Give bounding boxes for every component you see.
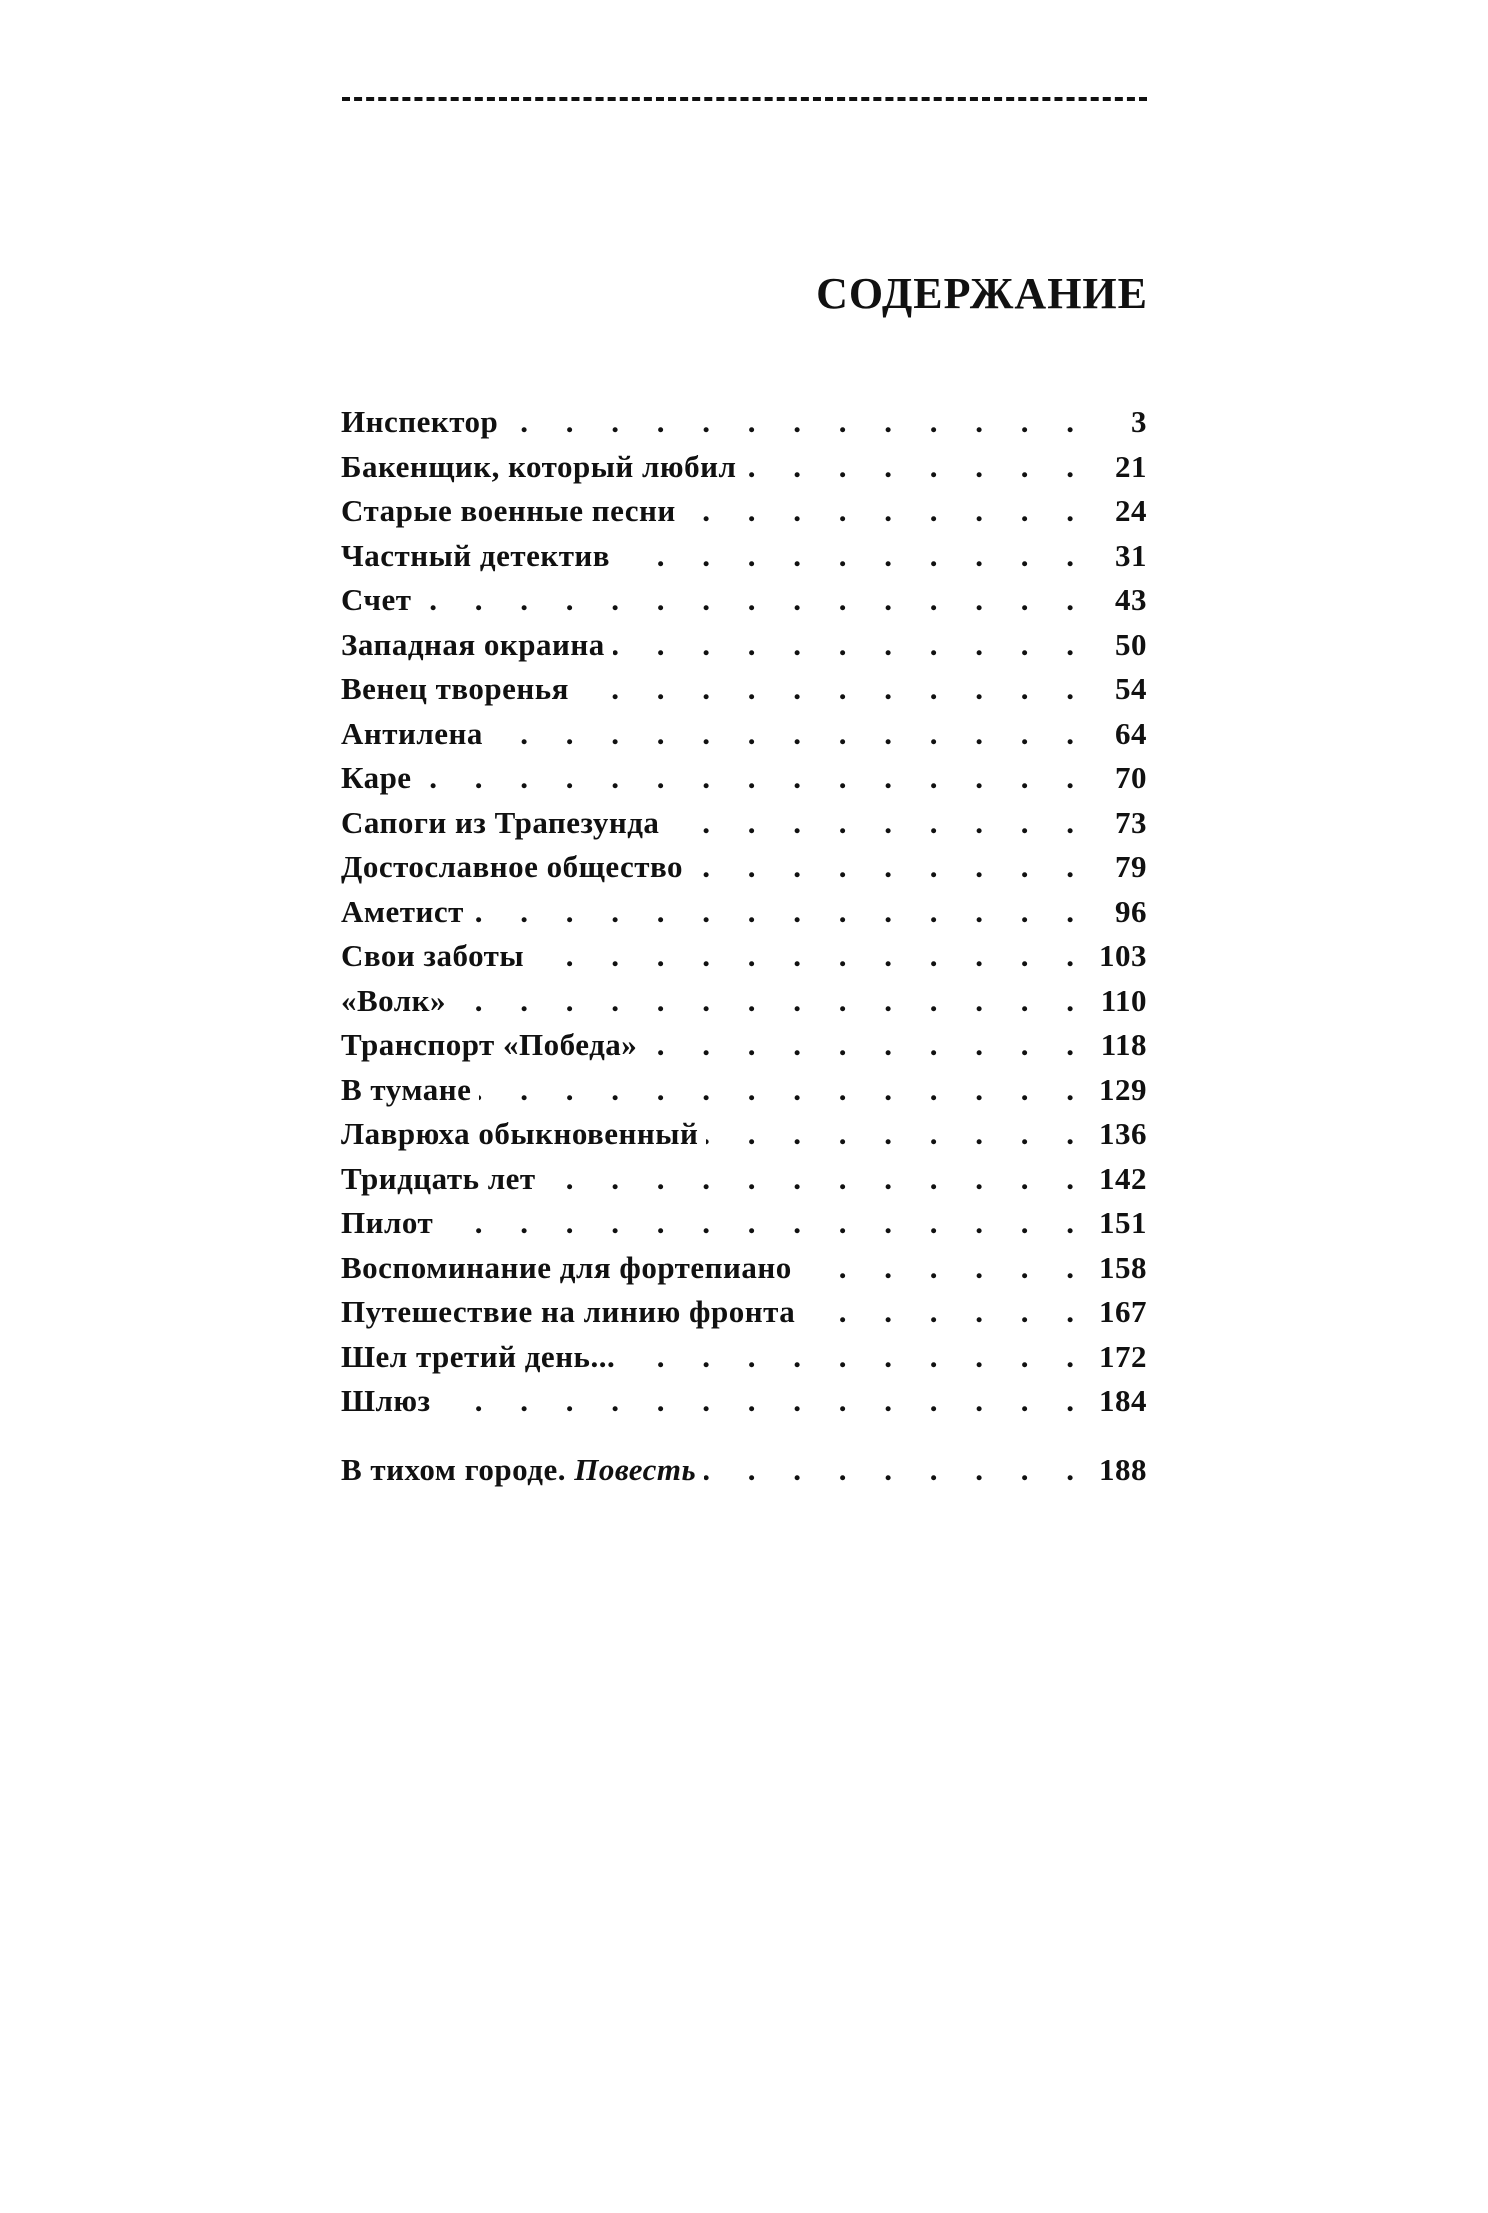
toc-entry-title: Шел третий день... (341, 1338, 616, 1374)
toc-entry-page: 129 (1099, 1071, 1147, 1107)
toc-entry (341, 1250, 1147, 1295)
toc-entry-page: 31 (1115, 537, 1147, 573)
toc-dot-leader (803, 1294, 1089, 1330)
toc-entry (341, 1339, 1147, 1384)
toc-dot-leader (454, 983, 1089, 1019)
toc-entry (341, 1294, 1147, 1339)
toc-entry (341, 493, 1147, 538)
toc-entry (341, 1072, 1147, 1117)
toc-entry (341, 538, 1147, 583)
toc-entry-page: 73 (1115, 804, 1147, 840)
toc-entry-title: В тумане (341, 1071, 472, 1107)
toc-entry-page: 110 (1100, 982, 1147, 1018)
toc-dot-leader (419, 582, 1089, 618)
toc-dot-leader (800, 1250, 1089, 1286)
toc-entry-title: Тридцать лет (341, 1160, 536, 1196)
toc-entry-title: Западная окраина (341, 626, 605, 662)
toc-entry (341, 582, 1147, 627)
table-of-contents (341, 404, 1147, 1496)
toc-entry (341, 671, 1147, 716)
toc-dot-leader (491, 716, 1089, 752)
toc-entry-title: Старые военные песни (341, 493, 676, 528)
toc-entry-title: Счет (341, 582, 412, 617)
toc-dot-leader (479, 1072, 1089, 1108)
toc-entry-title: Достославное общество (341, 849, 683, 884)
toc-dot-leader (744, 449, 1089, 485)
toc-entry-page: 79 (1115, 849, 1147, 884)
toc-dot-leader (472, 894, 1089, 930)
toc-entry-title: Пилот (341, 1205, 434, 1240)
toc-entry (341, 1161, 1147, 1206)
toc-entry-title: Свои заботы (341, 938, 525, 973)
toc-entry-title: «Волк» (341, 982, 447, 1018)
toc-entry-page: 136 (1099, 1116, 1147, 1151)
toc-entry-page: 158 (1099, 1249, 1147, 1285)
toc-entry-title: Сапоги из Трапезунда (341, 804, 660, 840)
toc-entry-page: 118 (1100, 1027, 1147, 1062)
toc-entry-novella (341, 1452, 1147, 1497)
toc-entry-title: Шлюз (341, 1383, 431, 1418)
toc-entry-page: 167 (1099, 1294, 1147, 1329)
toc-dot-leader (441, 1205, 1089, 1241)
toc-dot-leader (439, 1383, 1089, 1419)
toc-dot-leader (704, 1452, 1089, 1488)
toc-entry-title (341, 1452, 696, 1488)
toc-entry-title: Антилена (341, 715, 483, 751)
toc-dot-leader (420, 760, 1089, 796)
toc-entry (341, 805, 1147, 850)
toc-entry (341, 716, 1147, 761)
toc-entry-page: 64 (1115, 715, 1147, 751)
toc-entry (341, 894, 1147, 939)
toc-entry-page: 188 (1099, 1451, 1147, 1487)
toc-entry-title: Транспорт «Победа» (341, 1027, 638, 1062)
toc-entry (341, 1205, 1147, 1250)
top-dashed-rule (342, 97, 1147, 101)
toc-entry-page: 50 (1115, 626, 1147, 662)
toc-dot-leader (544, 1161, 1089, 1197)
toc-entry-title-text: В тихом городе. (341, 1451, 566, 1487)
toc-entry-title: Лаврюха обыкновенный (341, 1116, 699, 1151)
toc-dot-leader (645, 1027, 1089, 1063)
toc-dot-leader (706, 1116, 1089, 1152)
toc-entry (341, 849, 1147, 894)
toc-entry-genre: Повесть (574, 1451, 697, 1487)
toc-dot-leader (691, 849, 1089, 885)
toc-entry-title: Частный детектив (341, 537, 611, 573)
toc-entry (341, 404, 1147, 449)
toc-entry (341, 983, 1147, 1028)
toc-dot-leader (532, 938, 1089, 974)
toc-dot-leader (623, 1339, 1089, 1375)
toc-entry-page: 70 (1115, 760, 1147, 795)
toc-dot-leader (577, 671, 1089, 707)
toc-dot-leader (618, 538, 1089, 574)
toc-entry (341, 449, 1147, 494)
toc-entry-title: Воспоминание для фортепиано (341, 1249, 792, 1285)
toc-entry-title: Аметист (341, 893, 464, 929)
toc-entry-page: 96 (1115, 893, 1147, 929)
toc-entry-page: 151 (1099, 1205, 1147, 1240)
toc-entry-title: Венец творенья (341, 671, 569, 706)
toc-entry (341, 1116, 1147, 1161)
toc-entry-page: 103 (1099, 938, 1147, 973)
toc-entry-page: 24 (1115, 493, 1147, 528)
toc-entry (341, 627, 1147, 672)
toc-entry-page: 21 (1115, 448, 1147, 484)
toc-entry (341, 1027, 1147, 1072)
toc-entry (341, 938, 1147, 983)
toc-dot-leader (613, 627, 1089, 663)
toc-entry-page: 54 (1115, 671, 1147, 706)
toc-entry-title: Путешествие на линию фронта (341, 1294, 796, 1329)
toc-entry (341, 760, 1147, 805)
toc-entry-title: Каре (341, 760, 412, 795)
toc-entry-title: Инспектор (341, 404, 499, 439)
toc-entry-page: 43 (1115, 582, 1147, 617)
toc-entry-page: 172 (1099, 1338, 1147, 1374)
toc-entry-page: 142 (1099, 1160, 1147, 1196)
toc-entry-title: Бакенщик, который любил (341, 448, 737, 484)
toc-entry-page: 3 (1131, 404, 1147, 439)
toc-dot-leader (684, 493, 1089, 529)
toc-entry-page: 184 (1099, 1383, 1147, 1418)
page-title: СОДЕРЖАНИЕ (816, 269, 1148, 318)
toc-entry (341, 1383, 1147, 1428)
toc-dot-leader (667, 805, 1089, 841)
toc-dot-leader (506, 404, 1089, 440)
